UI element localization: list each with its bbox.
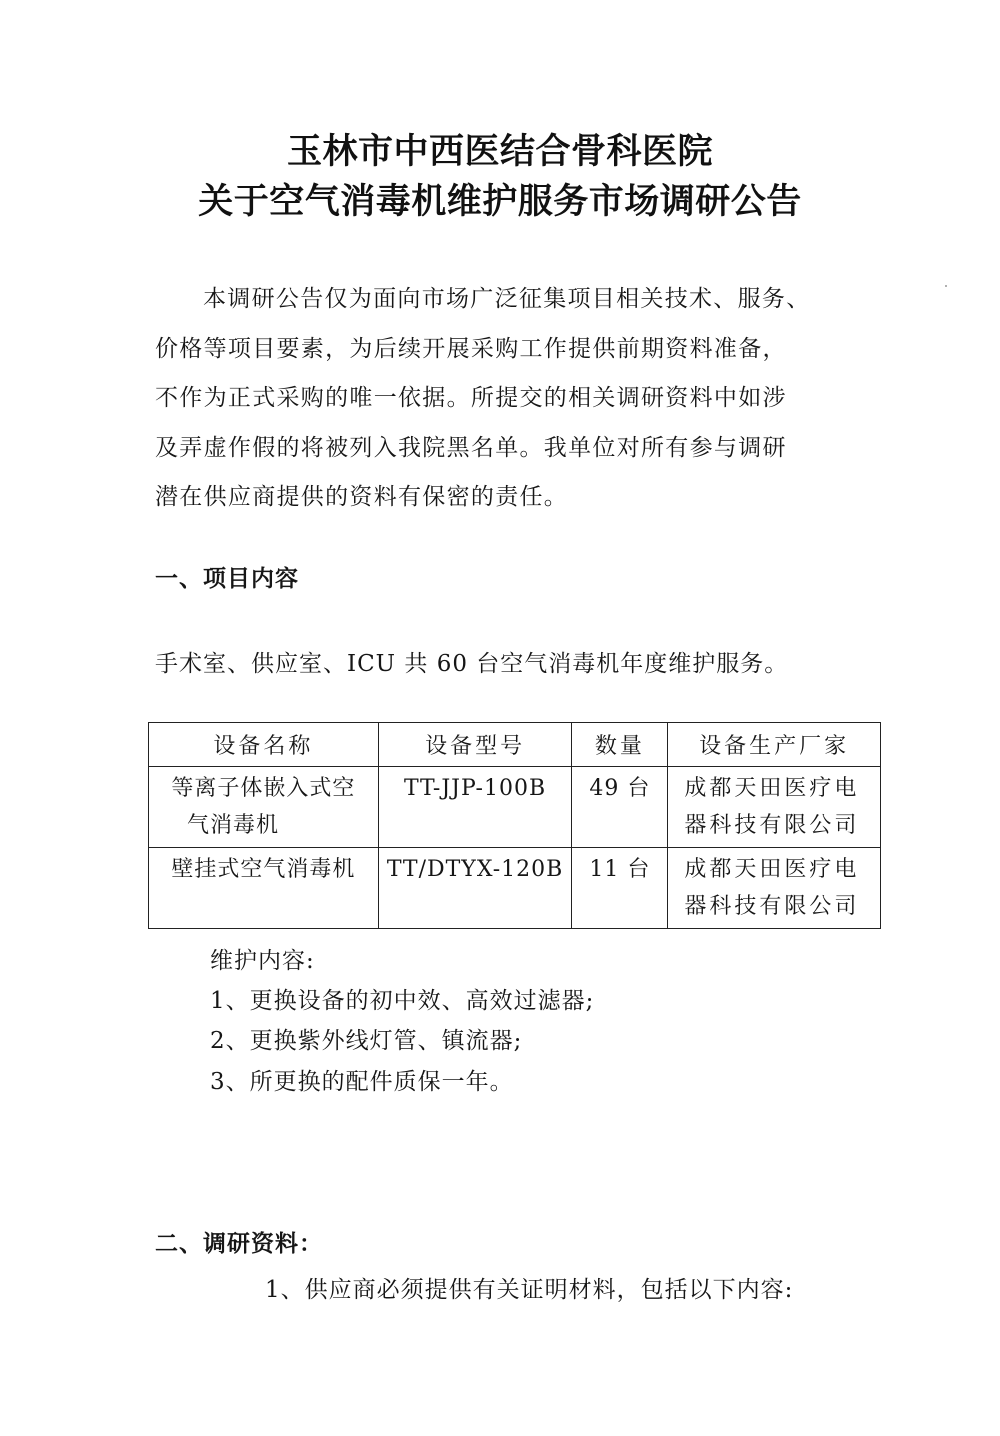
manufacturer-cell: [668, 848, 881, 929]
research-material-item: 1、供应商必须提供有关证明材料，包括以下内容:: [265, 1277, 794, 1303]
quantity-cell: [572, 767, 668, 848]
quantity-value: 49 台: [589, 776, 651, 801]
device-name-line: 壁挂式空气消毒机: [171, 857, 356, 882]
column-header-device-model: 设备型号: [378, 723, 572, 767]
intro-line: 及弄虚作假的将被列入我院黑名单。我单位对所有参与调研: [155, 434, 787, 461]
equipment-table: [148, 722, 881, 929]
intro-paragraph: [155, 275, 855, 523]
quantity-cell: [572, 848, 668, 929]
device-name-line: 等离子体嵌入式空: [171, 776, 356, 801]
intro-line: 潜在供应商提供的资料有保密的责任。: [155, 484, 569, 511]
table-row: [149, 848, 881, 929]
maintenance-item: 2、更换紫外线灯管、镇流器;: [210, 1028, 523, 1054]
manufacturer-line: 成都天田医疗电: [684, 857, 860, 882]
maintenance-item: 1、更换设备的初中效、高效过滤器;: [210, 988, 595, 1014]
column-header-device-name: 设备名称: [149, 723, 379, 767]
device-model-cell: [378, 767, 572, 848]
maintenance-title: 维护内容:: [210, 948, 315, 974]
device-name-cell: [149, 848, 379, 929]
device-name-line: 气消毒机: [187, 813, 280, 838]
column-header-quantity: 数量: [572, 723, 668, 767]
maintenance-item: 3、所更换的配件质保一年。: [210, 1069, 514, 1095]
section-heading-project-content: 一、项目内容: [155, 566, 299, 592]
intro-line: 不作为正式采购的唯一依据。所提交的相关调研资料中如涉: [155, 385, 787, 412]
document-title-line2: 关于空气消毒机维护服务市场调研公告: [198, 182, 802, 222]
scan-speck: [945, 285, 947, 287]
manufacturer-line: 器科技有限公司: [684, 813, 860, 838]
device-model-cell: [378, 848, 572, 929]
quantity-value: 11 台: [589, 857, 651, 882]
document-title-line1: 玉林市中西医结合骨科医院: [286, 132, 713, 172]
device-model: TT-JJP-100B: [403, 776, 547, 801]
intro-line: 价格等项目要素，为后续开展采购工作提供前期资料准备，: [155, 335, 787, 362]
column-header-manufacturer: 设备生产厂家: [668, 723, 881, 767]
table-header-row: [149, 723, 881, 767]
table-row: [149, 767, 881, 848]
manufacturer-cell: [668, 767, 881, 848]
manufacturer-line: 成都天田医疗电: [684, 776, 860, 801]
section-heading-research-materials: 二、调研资料：: [155, 1231, 323, 1257]
device-model: TT/DTYX-120B: [386, 857, 564, 882]
device-name-cell: [149, 767, 379, 848]
project-content-text: 手术室、供应室、ICU 共 60 台空气消毒机年度维护服务。: [155, 651, 789, 677]
manufacturer-line: 器科技有限公司: [684, 894, 860, 919]
intro-line: 本调研公告仅为面向市场广泛征集项目相关技术、服务、: [203, 286, 811, 312]
